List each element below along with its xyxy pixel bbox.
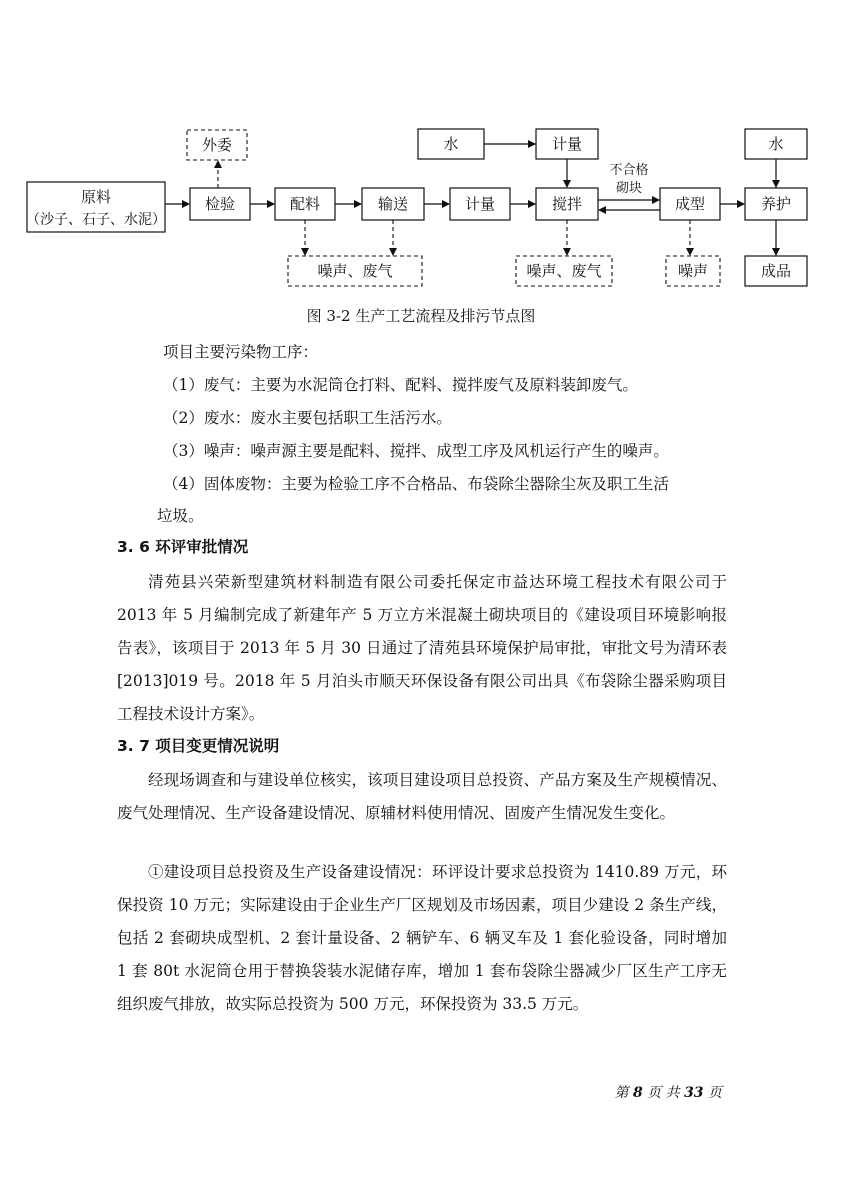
paragraph-approval: 清苑县兴荣新型建筑材料制造有限公司委托保定市益达环境工程技术有限公司于 2013 年 5 月编制完成了新建年产 5 万立方米混凝土砌块项目的《建设项目环境影响报告表》，该项目于 2013 年 5 月 30 日通过了清苑县环境保护局审批，审批文号为清环表[2013]019 号。2018 年 5 月泊头市顺天环保设备有限公司出具《布袋除尘器采购项目工程技术设计方案》。 bbox=[117, 573, 727, 723]
label-reject-line1: 不合格 bbox=[609, 163, 649, 178]
label-raw-line2: （沙子、石子、水泥） bbox=[26, 212, 166, 228]
label-reject-line2: 砌块 bbox=[615, 181, 643, 196]
page-footer bbox=[615, 1082, 723, 1102]
label-molding: 成型 bbox=[674, 195, 706, 213]
footer-prefix: 第 bbox=[614, 1085, 629, 1101]
footer-middle: 页 共 bbox=[647, 1085, 680, 1101]
paragraph-gas: （1）废气：主要为水泥筒仓打料、配料、搅拌废气及原料装卸废气。 bbox=[163, 376, 638, 394]
label-metering: 计量 bbox=[464, 195, 496, 213]
paragraph-solid-waste: （4）固体废物：主要为检验工序不合格品、布袋除尘器除尘灰及职工生活 bbox=[163, 475, 669, 493]
label-noise-gas-2: 噪声、废气 bbox=[526, 262, 602, 280]
label-outsource: 外委 bbox=[201, 136, 233, 154]
footer-suffix: 页 bbox=[708, 1085, 722, 1101]
label-mixing: 搅拌 bbox=[551, 195, 583, 213]
paragraph-water: （2）废水：废水主要包括职工生活污水。 bbox=[163, 409, 452, 427]
figure-caption: 图 3-2 生产工艺流程及排污节点图 bbox=[306, 307, 536, 325]
paragraph-investment: ①建设项目总投资及生产设备建设情况：环评设计要求总投资为 1410.89 万元，环保投资 10 万元；实际建设由于企业生产厂区规划及市场因素，项目少建设 2 条生产线，包括 2 套砌块成型机、2 套计量设备、2 辆铲车、6 辆叉车及 1 套化验设备，同时增加 1 套 80t 水泥筒仓用于替换袋装水泥储存库，增加 1 套布袋除尘器减少厂区生产工序无组织废气排放，故实际总投资为 500 万元，环保投资为 33.5 万元。 bbox=[117, 863, 727, 1013]
label-inspect: 检验 bbox=[204, 195, 236, 213]
label-raw-line1: 原料 bbox=[80, 188, 112, 206]
paragraph-change-intro: 经现场调查和与建设单位核实，该项目建设项目总投资、产品方案及生产规模情况、废气处理情况、生产设备建设情况、原辅材料使用情况、固废产生情况发生变化。 bbox=[117, 771, 727, 822]
section-heading-3-6: 3. 6 环评审批情况 bbox=[117, 538, 249, 556]
label-batching: 配料 bbox=[289, 195, 321, 213]
label-metering-2: 计量 bbox=[551, 135, 583, 153]
section-heading-3-7: 3. 7 项目变更情况说明 bbox=[117, 737, 280, 755]
label-noise: 噪声 bbox=[677, 262, 709, 280]
footer-total-pages: 33 bbox=[684, 1085, 704, 1101]
paragraph-solid-waste-cont: 垃圾。 bbox=[157, 507, 204, 525]
label-product: 成品 bbox=[760, 262, 792, 280]
label-water-1: 水 bbox=[443, 135, 459, 153]
paragraph-noise: （3）噪声：噪声源主要是配料、搅拌、成型工序及风机运行产生的噪声。 bbox=[163, 442, 669, 460]
footer-page-number: 8 bbox=[632, 1085, 643, 1101]
label-noise-gas-1: 噪声、废气 bbox=[317, 262, 393, 280]
label-curing: 养护 bbox=[760, 195, 792, 213]
paragraph-intro: 项目主要污染物工序： bbox=[163, 343, 319, 361]
process-flow-diagram bbox=[0, 120, 842, 300]
label-water-2: 水 bbox=[768, 135, 784, 153]
label-conveying: 输送 bbox=[377, 195, 409, 213]
